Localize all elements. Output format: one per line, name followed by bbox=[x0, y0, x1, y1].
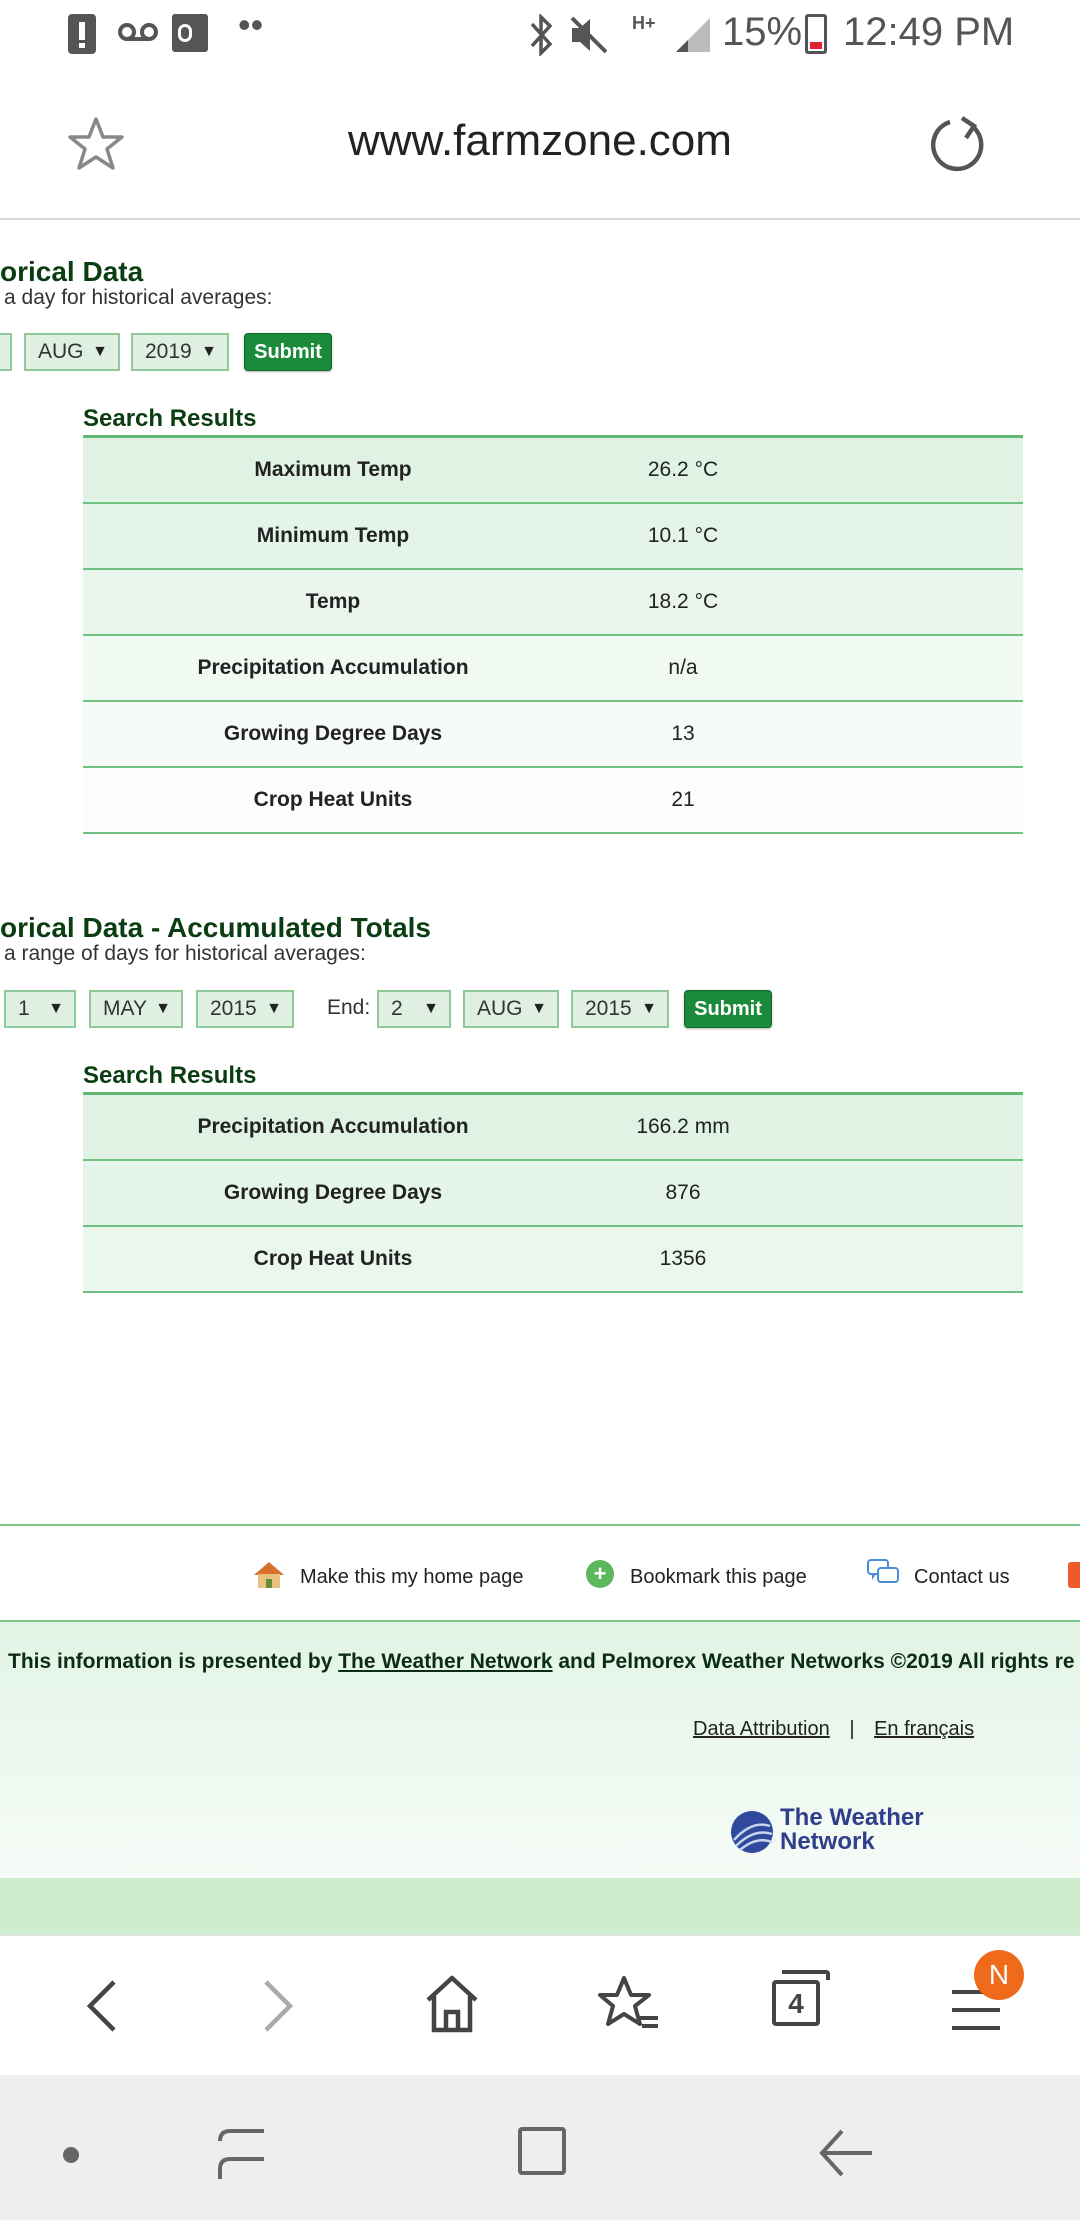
home-icon[interactable] bbox=[424, 1974, 480, 2034]
share-icon[interactable] bbox=[1068, 1562, 1080, 1588]
start-day-value: 1 bbox=[18, 997, 30, 1020]
chevron-down-icon: ▼ bbox=[48, 1000, 64, 1017]
table-row: Maximum Temp 26.2 °C bbox=[83, 438, 1023, 504]
alert-icon bbox=[68, 14, 96, 54]
results-table bbox=[83, 435, 1023, 834]
chevron-down-icon: ▼ bbox=[531, 1000, 547, 1017]
table-row: Crop Heat Units 1356 bbox=[83, 1227, 1023, 1293]
year-select-value: 2019 bbox=[145, 340, 192, 363]
footer-band bbox=[0, 1878, 1080, 1935]
contact-link[interactable]: Contact us bbox=[914, 1566, 1010, 1588]
end-month-select[interactable] bbox=[463, 990, 559, 1028]
end-label: End: bbox=[327, 996, 371, 1019]
link-separator: | bbox=[849, 1718, 855, 1740]
chevron-down-icon: ▼ bbox=[201, 343, 217, 360]
speech-bubbles-icon bbox=[866, 1558, 900, 1590]
attribution-prefix: This information is presented by bbox=[8, 1650, 339, 1673]
chevron-down-icon: ▼ bbox=[92, 343, 108, 360]
table-row: Precipitation Accumulation 166.2 mm bbox=[83, 1095, 1023, 1161]
recents-icon[interactable] bbox=[214, 2125, 270, 2185]
notification-badge: N bbox=[974, 1950, 1024, 2000]
table-row: Growing Degree Days 13 bbox=[83, 702, 1023, 768]
forward-icon[interactable] bbox=[258, 1976, 298, 2036]
tab-count: 4 bbox=[788, 1988, 804, 2019]
attribution-suffix: and Pelmorex Weather Networks ©2019 All rights re bbox=[552, 1650, 1075, 1673]
accumulated-results-table bbox=[83, 1092, 1023, 1293]
logo-line-2: Network bbox=[780, 1828, 875, 1855]
system-back-icon[interactable] bbox=[818, 2127, 874, 2179]
footer-links-bar bbox=[0, 1526, 1080, 1620]
nav-dot-icon bbox=[63, 2147, 79, 2163]
day-select-partial[interactable] bbox=[0, 333, 12, 371]
network-type: H+ bbox=[632, 13, 656, 33]
footer-secondary-links bbox=[693, 1718, 974, 1741]
start-month-select[interactable] bbox=[89, 990, 183, 1028]
section2-subtitle: a range of days for historical averages: bbox=[4, 942, 366, 965]
tabs-icon[interactable] bbox=[772, 1980, 820, 2026]
end-year-value: 2015 bbox=[585, 997, 632, 1020]
url-text[interactable]: www.farmzone.com bbox=[348, 116, 732, 165]
weather-network-link[interactable]: The Weather Network bbox=[338, 1650, 553, 1673]
globe-icon bbox=[730, 1810, 774, 1854]
table-row: Crop Heat Units 21 bbox=[83, 768, 1023, 834]
section1-subtitle: a day for historical averages: bbox=[4, 286, 273, 309]
submit-button[interactable]: Submit bbox=[244, 333, 332, 371]
start-day-select[interactable] bbox=[4, 990, 76, 1028]
section2-title: orical Data - Accumulated Totals bbox=[0, 912, 431, 943]
chevron-down-icon: ▼ bbox=[423, 1000, 439, 1017]
french-link[interactable]: En français bbox=[874, 1718, 975, 1740]
clock: 12:49 PM bbox=[843, 10, 1015, 54]
submit-range-button[interactable]: Submit bbox=[684, 990, 772, 1028]
start-month-value: MAY bbox=[103, 997, 147, 1020]
table-row: Growing Degree Days 876 bbox=[83, 1161, 1023, 1227]
start-year-value: 2015 bbox=[210, 997, 257, 1020]
outlook-icon bbox=[172, 14, 208, 52]
data-attribution-link[interactable]: Data Attribution bbox=[693, 1718, 830, 1740]
month-select-value: AUG bbox=[38, 340, 84, 363]
reload-icon[interactable] bbox=[928, 114, 988, 174]
start-year-select[interactable] bbox=[196, 990, 294, 1028]
chevron-down-icon: ▼ bbox=[155, 1000, 171, 1017]
month-select[interactable] bbox=[24, 333, 120, 371]
chevron-down-icon: ▼ bbox=[641, 1000, 657, 1017]
more-notifications-icon: •• bbox=[238, 4, 264, 45]
chevron-down-icon: ▼ bbox=[266, 1000, 282, 1017]
bookmark-page-link[interactable]: Bookmark this page bbox=[630, 1566, 807, 1588]
battery-icon bbox=[805, 14, 827, 54]
status-bar bbox=[0, 0, 1080, 70]
bookmarks-icon[interactable] bbox=[598, 1974, 660, 2034]
back-icon[interactable] bbox=[82, 1976, 122, 2036]
system-nav-bar bbox=[0, 2075, 1080, 2220]
year-select[interactable] bbox=[131, 333, 229, 371]
end-day-value: 2 bbox=[391, 997, 403, 1020]
table-row: Precipitation Accumulation n/a bbox=[83, 636, 1023, 702]
end-month-value: AUG bbox=[477, 997, 523, 1020]
weather-network-logo bbox=[730, 1804, 930, 1858]
results-title: Search Results bbox=[83, 405, 257, 432]
signal-icon bbox=[674, 14, 712, 54]
url-bar bbox=[0, 70, 1080, 220]
attribution-text bbox=[8, 1650, 1075, 1674]
logo-line-1: The Weather bbox=[780, 1804, 924, 1831]
home-square-icon[interactable] bbox=[518, 2127, 566, 2175]
plus-circle-icon: + bbox=[586, 1560, 614, 1588]
mute-icon bbox=[568, 14, 610, 56]
results-title: Search Results bbox=[83, 1062, 257, 1089]
section1-title: orical Data bbox=[0, 256, 144, 287]
logo-text bbox=[780, 1806, 924, 1854]
home-page-link[interactable]: Make this my home page bbox=[300, 1566, 524, 1588]
table-row: Minimum Temp 10.1 °C bbox=[83, 504, 1023, 570]
footer-info bbox=[0, 1622, 1080, 1878]
home-page-icon bbox=[252, 1560, 286, 1590]
browser-toolbar bbox=[0, 1935, 1080, 2076]
voicemail-icon bbox=[118, 20, 158, 44]
end-year-select[interactable] bbox=[571, 990, 669, 1028]
bluetooth-icon bbox=[526, 14, 556, 56]
end-day-select[interactable] bbox=[377, 990, 451, 1028]
battery-percent: 15% bbox=[722, 10, 803, 54]
table-row: Temp 18.2 °C bbox=[83, 570, 1023, 636]
